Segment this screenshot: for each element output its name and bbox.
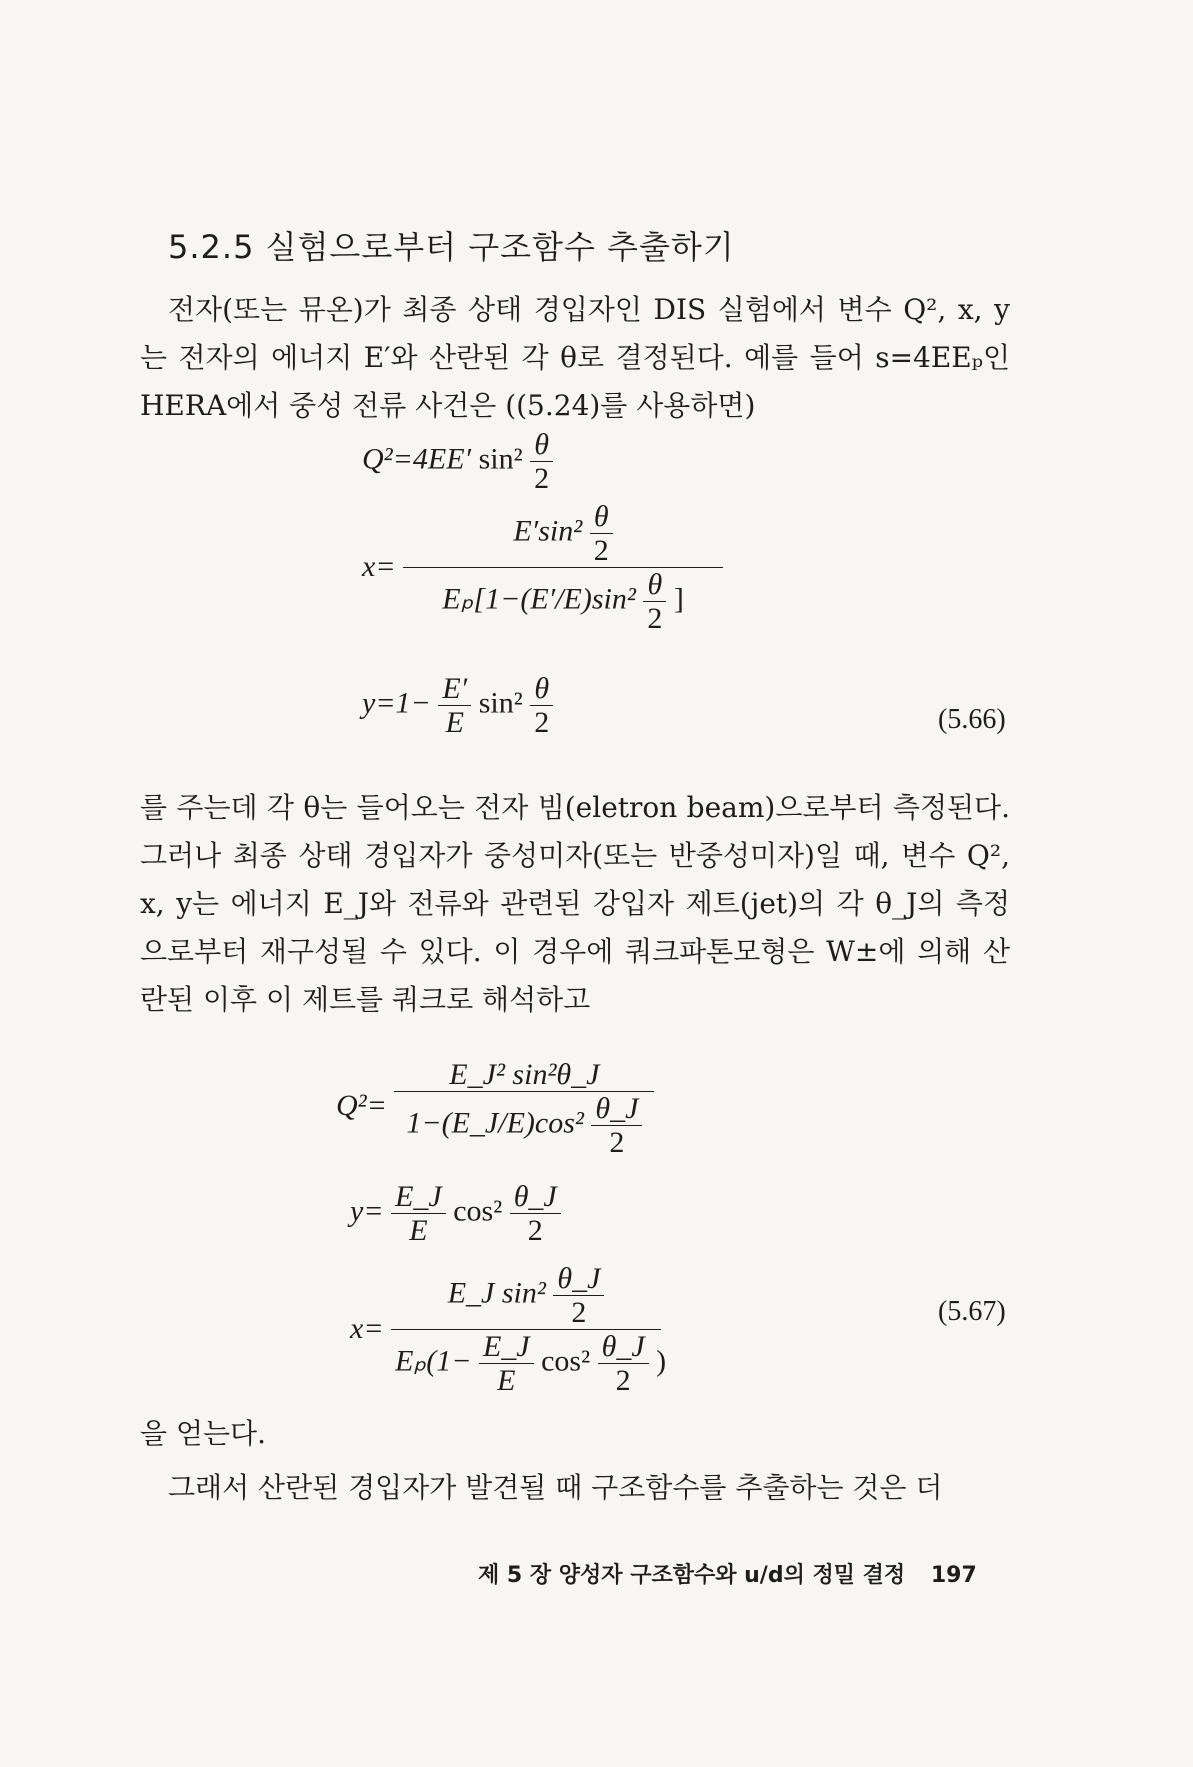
eq-yj-line: y= $\frac{E\_J}{E}$ cos² $\frac{\theta\_J}{2}$ — [350, 1180, 561, 1247]
eq-label-5-66: (5.66) — [938, 704, 1006, 735]
paragraph-2: 를 주는데 각 θ는 들어오는 전자 빔(eletron beam)으로부터 측정된다. 그러나 최종 상태 경입자가 중성미자(또는 반중성미자)일 때, 변수 Q², x, y는 에너지 E_J와 전류와 관련된 강입자 제트(jet)의 각 θ_J의 측정으로부터 재구성될 수 있다. 이 경우에 쿼크파톤모형은 W±에 의해 산란된 이후 이 제트를 쿼크로 해석하고 — [140, 791, 1010, 1016]
eq-label-5-67: (5.67) — [938, 1296, 1006, 1327]
eq-q2-line: Q²=4EE′ sin² $\frac{\theta}{2}$ — [362, 428, 553, 495]
paragraph-1: 전자(또는 뮤온)가 최종 상태 경입자인 DIS 실험에서 변수 Q², x, y는 전자의 에너지 E′와 산란된 각 θ로 결정된다. 예를 들어 s=4EEₚ인 HERA에서 중성 전류 사건은 ((5.24)를 사용하면) — [140, 293, 1010, 422]
eq-xj-line: x= E_J sin² $\frac{\theta\_J}{2}$ Eₚ(1− $\frac{E\_J}{E}$ cos² $\frac{\theta\_J}{2}$ ) — [350, 1262, 667, 1397]
chapter-title: 제 5 장 양성자 구조함수와 u/d의 정밀 결정 — [478, 1563, 906, 1588]
section-title: 실험으로부터 구조함수 추출하기 — [265, 228, 735, 266]
section-number: 5.2.5 — [168, 228, 255, 266]
eq-y-line: y=1− $\frac{E'}{E}$ sin² $\frac{\theta}{2}$ — [362, 672, 553, 739]
page-number: 197 — [930, 1563, 977, 1588]
page-footer — [478, 1558, 977, 1589]
eq-q2j-line: Q²= E_J² sin²θ_J 1−(E_J/E)cos² $\frac{\theta\_J}{2}$ — [336, 1058, 654, 1159]
paragraph-3: 을 얻는다. — [140, 1417, 266, 1450]
section-heading — [168, 222, 735, 268]
paragraph-4: 그래서 산란된 경입자가 발견될 때 구조함수를 추출하는 것은 더 — [168, 1471, 943, 1504]
eq-x-line: x= E′sin² $\frac{\theta}{2}$ Eₚ[1−(E′/E)sin² $\frac{\theta}{2}$ ] — [362, 500, 723, 635]
